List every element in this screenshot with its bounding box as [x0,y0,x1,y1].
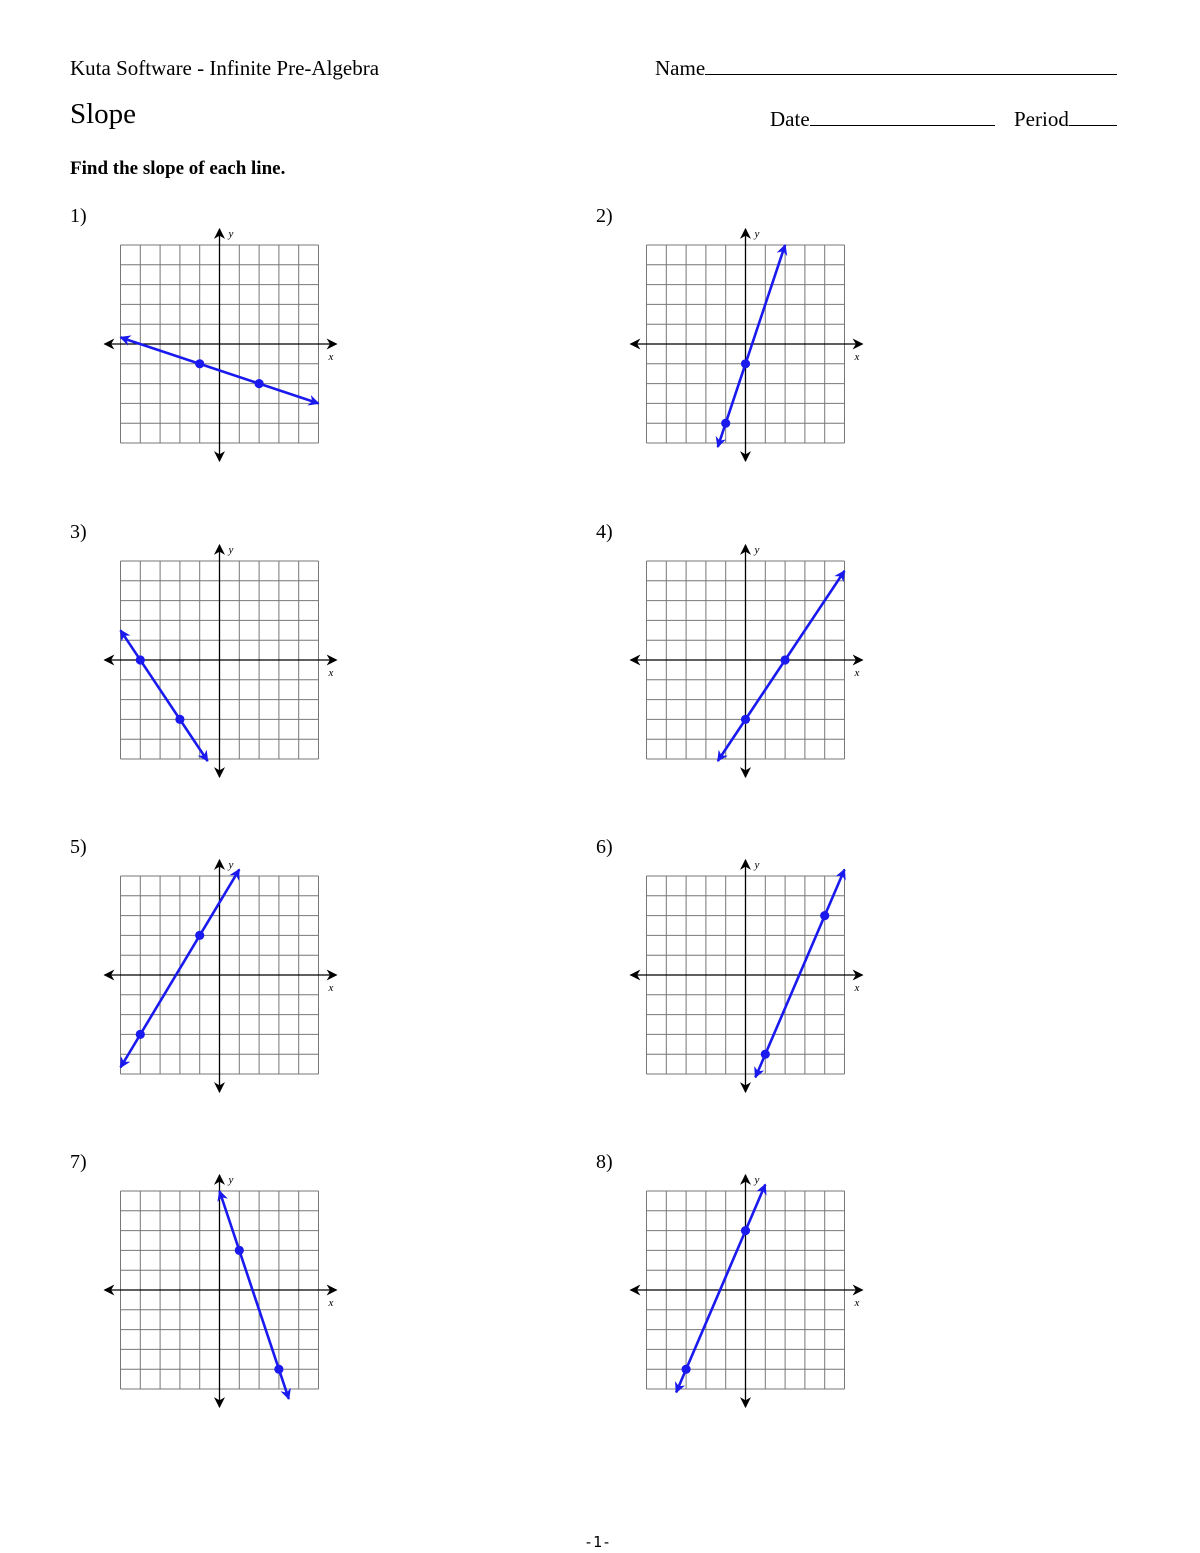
line-point [175,715,184,724]
instructions: Find the slope of each line. [70,158,286,179]
name-field [655,56,1117,81]
y-axis-label: y [754,544,760,556]
problem-number: 2) [596,205,613,227]
graph-4 [621,536,871,786]
slope-line [718,245,785,447]
y-axis-label: y [228,859,234,871]
problem-number: 3) [70,521,87,543]
graph-6 [621,851,871,1101]
line-point [741,1226,750,1235]
period-label: Period [1014,107,1069,131]
line-point [781,655,790,664]
problem-number: 6) [596,836,613,858]
name-blank [705,58,1117,75]
x-axis-label: x [328,1297,334,1309]
line-point [721,419,730,428]
problem-number: 4) [596,521,613,543]
problem-number: 8) [596,1151,613,1173]
x-axis-label: x [854,982,860,994]
publisher-label: Kuta Software - Infinite Pre-Algebra [70,56,380,80]
line-point [682,1365,691,1374]
x-axis-label: x [854,351,860,363]
slope-line [121,630,208,761]
graph-8 [621,1166,871,1416]
period-blank [1069,109,1117,126]
date-field [770,107,995,132]
y-axis-label: y [754,228,760,240]
problem-number: 1) [70,205,87,227]
line-point [136,1030,145,1039]
problem-number: 7) [70,1151,87,1173]
page-number: -1- [584,1533,612,1551]
y-axis-label: y [228,228,234,240]
x-axis-label: x [328,667,334,679]
line-point [820,911,829,920]
name-label: Name [655,56,706,80]
date-label: Date [770,107,810,131]
graph-5 [95,851,345,1101]
y-axis-label: y [228,1174,234,1186]
line-point [235,1246,244,1255]
line-point [274,1365,283,1374]
period-field [1014,107,1117,132]
y-axis-label: y [754,859,760,871]
page-title: Slope [70,98,137,130]
slope-line [718,571,845,761]
x-axis-label: x [328,351,334,363]
line-point [255,379,264,388]
slope-line [676,1184,765,1392]
x-axis-label: x [328,982,334,994]
y-axis-label: y [228,544,234,556]
line-point [741,359,750,368]
graph-1 [95,220,345,470]
graph-7 [95,1166,345,1416]
line-point [741,715,750,724]
line-point [195,359,204,368]
graph-2 [621,220,871,470]
y-axis-label: y [754,1174,760,1186]
line-point [136,655,145,664]
x-axis-label: x [854,1297,860,1309]
x-axis-label: x [854,667,860,679]
slope-line [755,869,844,1077]
date-blank [810,109,995,126]
problem-number: 5) [70,836,87,858]
line-point [195,931,204,940]
graph-3 [95,536,345,786]
line-point [761,1050,770,1059]
